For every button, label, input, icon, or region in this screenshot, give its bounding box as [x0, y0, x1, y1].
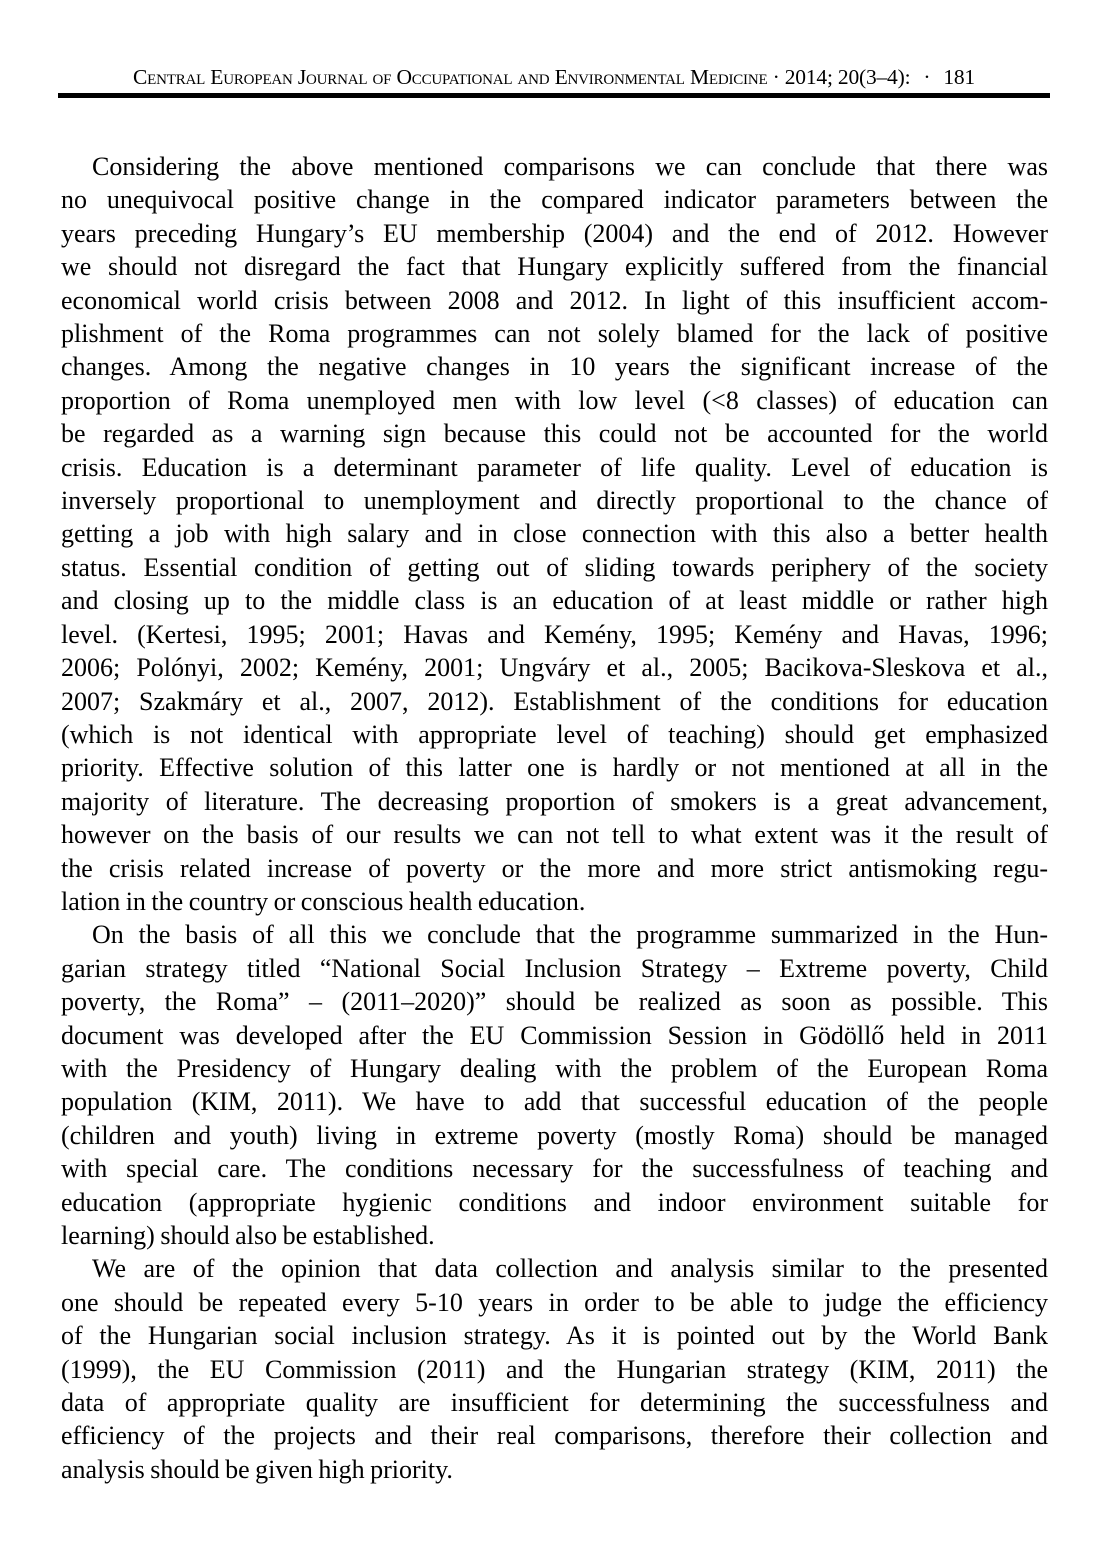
paragraph: [61, 150, 1048, 918]
text-line: efficiency of the projects and their real comparisons, therefore their collection and: [61, 1421, 1048, 1451]
journal-citation: Central European Journal of Occupational and Environmental Medicine · 2014; 20(3–4):: [133, 65, 911, 89]
text-line: years preceding Hungary’s EU membership (2004) and the end of 2012. However: [61, 218, 1048, 248]
text-line: education (appropriate hygienic conditions and indoor environment suitable for: [61, 1187, 1048, 1217]
text-line: (children and youth) living in extreme poverty (mostly Roma) should be managed: [61, 1120, 1048, 1150]
text-line: learning) should also be established.: [61, 1221, 435, 1250]
text-line: On the basis of all this we conclude that the programme summarized in the Hun-: [92, 920, 1048, 950]
text-line: Considering the above mentioned comparisons we can conclude that there was: [92, 152, 1048, 181]
text-line: with the Presidency of Hungary dealing with the problem of the European Roma: [61, 1053, 1048, 1083]
text-line: crisis. Education is a determinant parameter of life quality. Level of education is: [61, 452, 1048, 482]
text-line: data of appropriate quality are insufficient for determining the successfulness and: [61, 1388, 1048, 1418]
text-line: (which is not identical with appropriate level of teaching) should get emphasized: [61, 719, 1048, 749]
text-line: 2006; Polónyi, 2002; Kemény, 2001; Ungváry et al., 2005; Bacikova-Sleskova et al.,: [61, 653, 1048, 683]
text-line: analysis should be given high priority.: [61, 1454, 453, 1484]
text-line: we should not disregard the fact that Hungary explicitly suffered from the financial: [61, 252, 1048, 282]
text-line: (1999), the EU Commission (2011) and the Hungarian strategy (KIM, 2011) the: [61, 1354, 1048, 1384]
text-line: no unequivocal positive change in the compared indicator parameters between the: [61, 185, 1048, 215]
text-line: population (KIM, 2011). We have to add that successful education of the people: [61, 1087, 1048, 1117]
header-separator-dot: ·: [923, 65, 931, 89]
text-line: with special care. The conditions necessary for the successfulness of teaching and: [61, 1154, 1048, 1184]
header-rule: [58, 93, 1050, 98]
text-line: getting a job with high salary and in close connection with this also a better health: [61, 519, 1048, 549]
text-line: priority. Effective solution of this latter one is hardly or not mentioned at all in the: [61, 753, 1048, 783]
paragraph: [61, 1252, 1048, 1486]
paragraph: [61, 918, 1048, 1252]
text-line: inversely proportional to unemployment and directly proportional to the chance of: [61, 486, 1048, 516]
page-header: [58, 58, 1050, 90]
text-line: however on the basis of our results we can not tell to what extent was it the result of: [61, 820, 1048, 850]
text-line: 2007; Szakmáry et al., 2007, 2012). Establishment of the conditions for education: [61, 686, 1048, 716]
text-line: one should be repeated every 5-10 years in order to be able to judge the efficiency: [61, 1287, 1048, 1317]
text-line: the crisis related increase of poverty or the more and more strict antismoking regu-: [61, 853, 1048, 883]
text-line: economical world crisis between 2008 and 2012. In light of this insufficient accom-: [61, 285, 1048, 315]
text-line: of the Hungarian social inclusion strategy. As it is pointed out by the World Bank: [61, 1321, 1048, 1351]
text-line: document was developed after the EU Commission Session in Gödöllő held in 2011: [61, 1020, 1048, 1050]
text-line: We are of the opinion that data collection and analysis similar to the presented: [92, 1254, 1048, 1284]
text-line: changes. Among the negative changes in 10 years the significant increase of the: [61, 352, 1048, 382]
text-line: be regarded as a warning sign because this could not be accounted for the world: [61, 419, 1048, 449]
text-line: lation in the country or conscious health education.: [61, 886, 586, 916]
page-number: 181: [943, 65, 975, 89]
text-line: and closing up to the middle class is an education of at least middle or rather high: [61, 586, 1048, 616]
text-line: plishment of the Roma programmes can not solely blamed for the lack of positive: [61, 319, 1048, 349]
document-body: [61, 150, 1048, 1486]
text-line: proportion of Roma unemployed men with low level (<8 classes) of education can: [61, 385, 1048, 415]
text-line: poverty, the Roma” – (2011–2020)” should be realized as soon as possible. This: [61, 987, 1048, 1017]
text-line: majority of literature. The decreasing proportion of smokers is a great advancement,: [61, 786, 1048, 816]
text-line: level. (Kertesi, 1995; 2001; Havas and Kemény, 1995; Kemény and Havas, 1996;: [61, 619, 1048, 649]
text-line: status. Essential condition of getting out of sliding towards periphery of the society: [61, 552, 1048, 582]
text-line: garian strategy titled “National Social Inclusion Strategy – Extreme poverty, Child: [61, 953, 1048, 983]
